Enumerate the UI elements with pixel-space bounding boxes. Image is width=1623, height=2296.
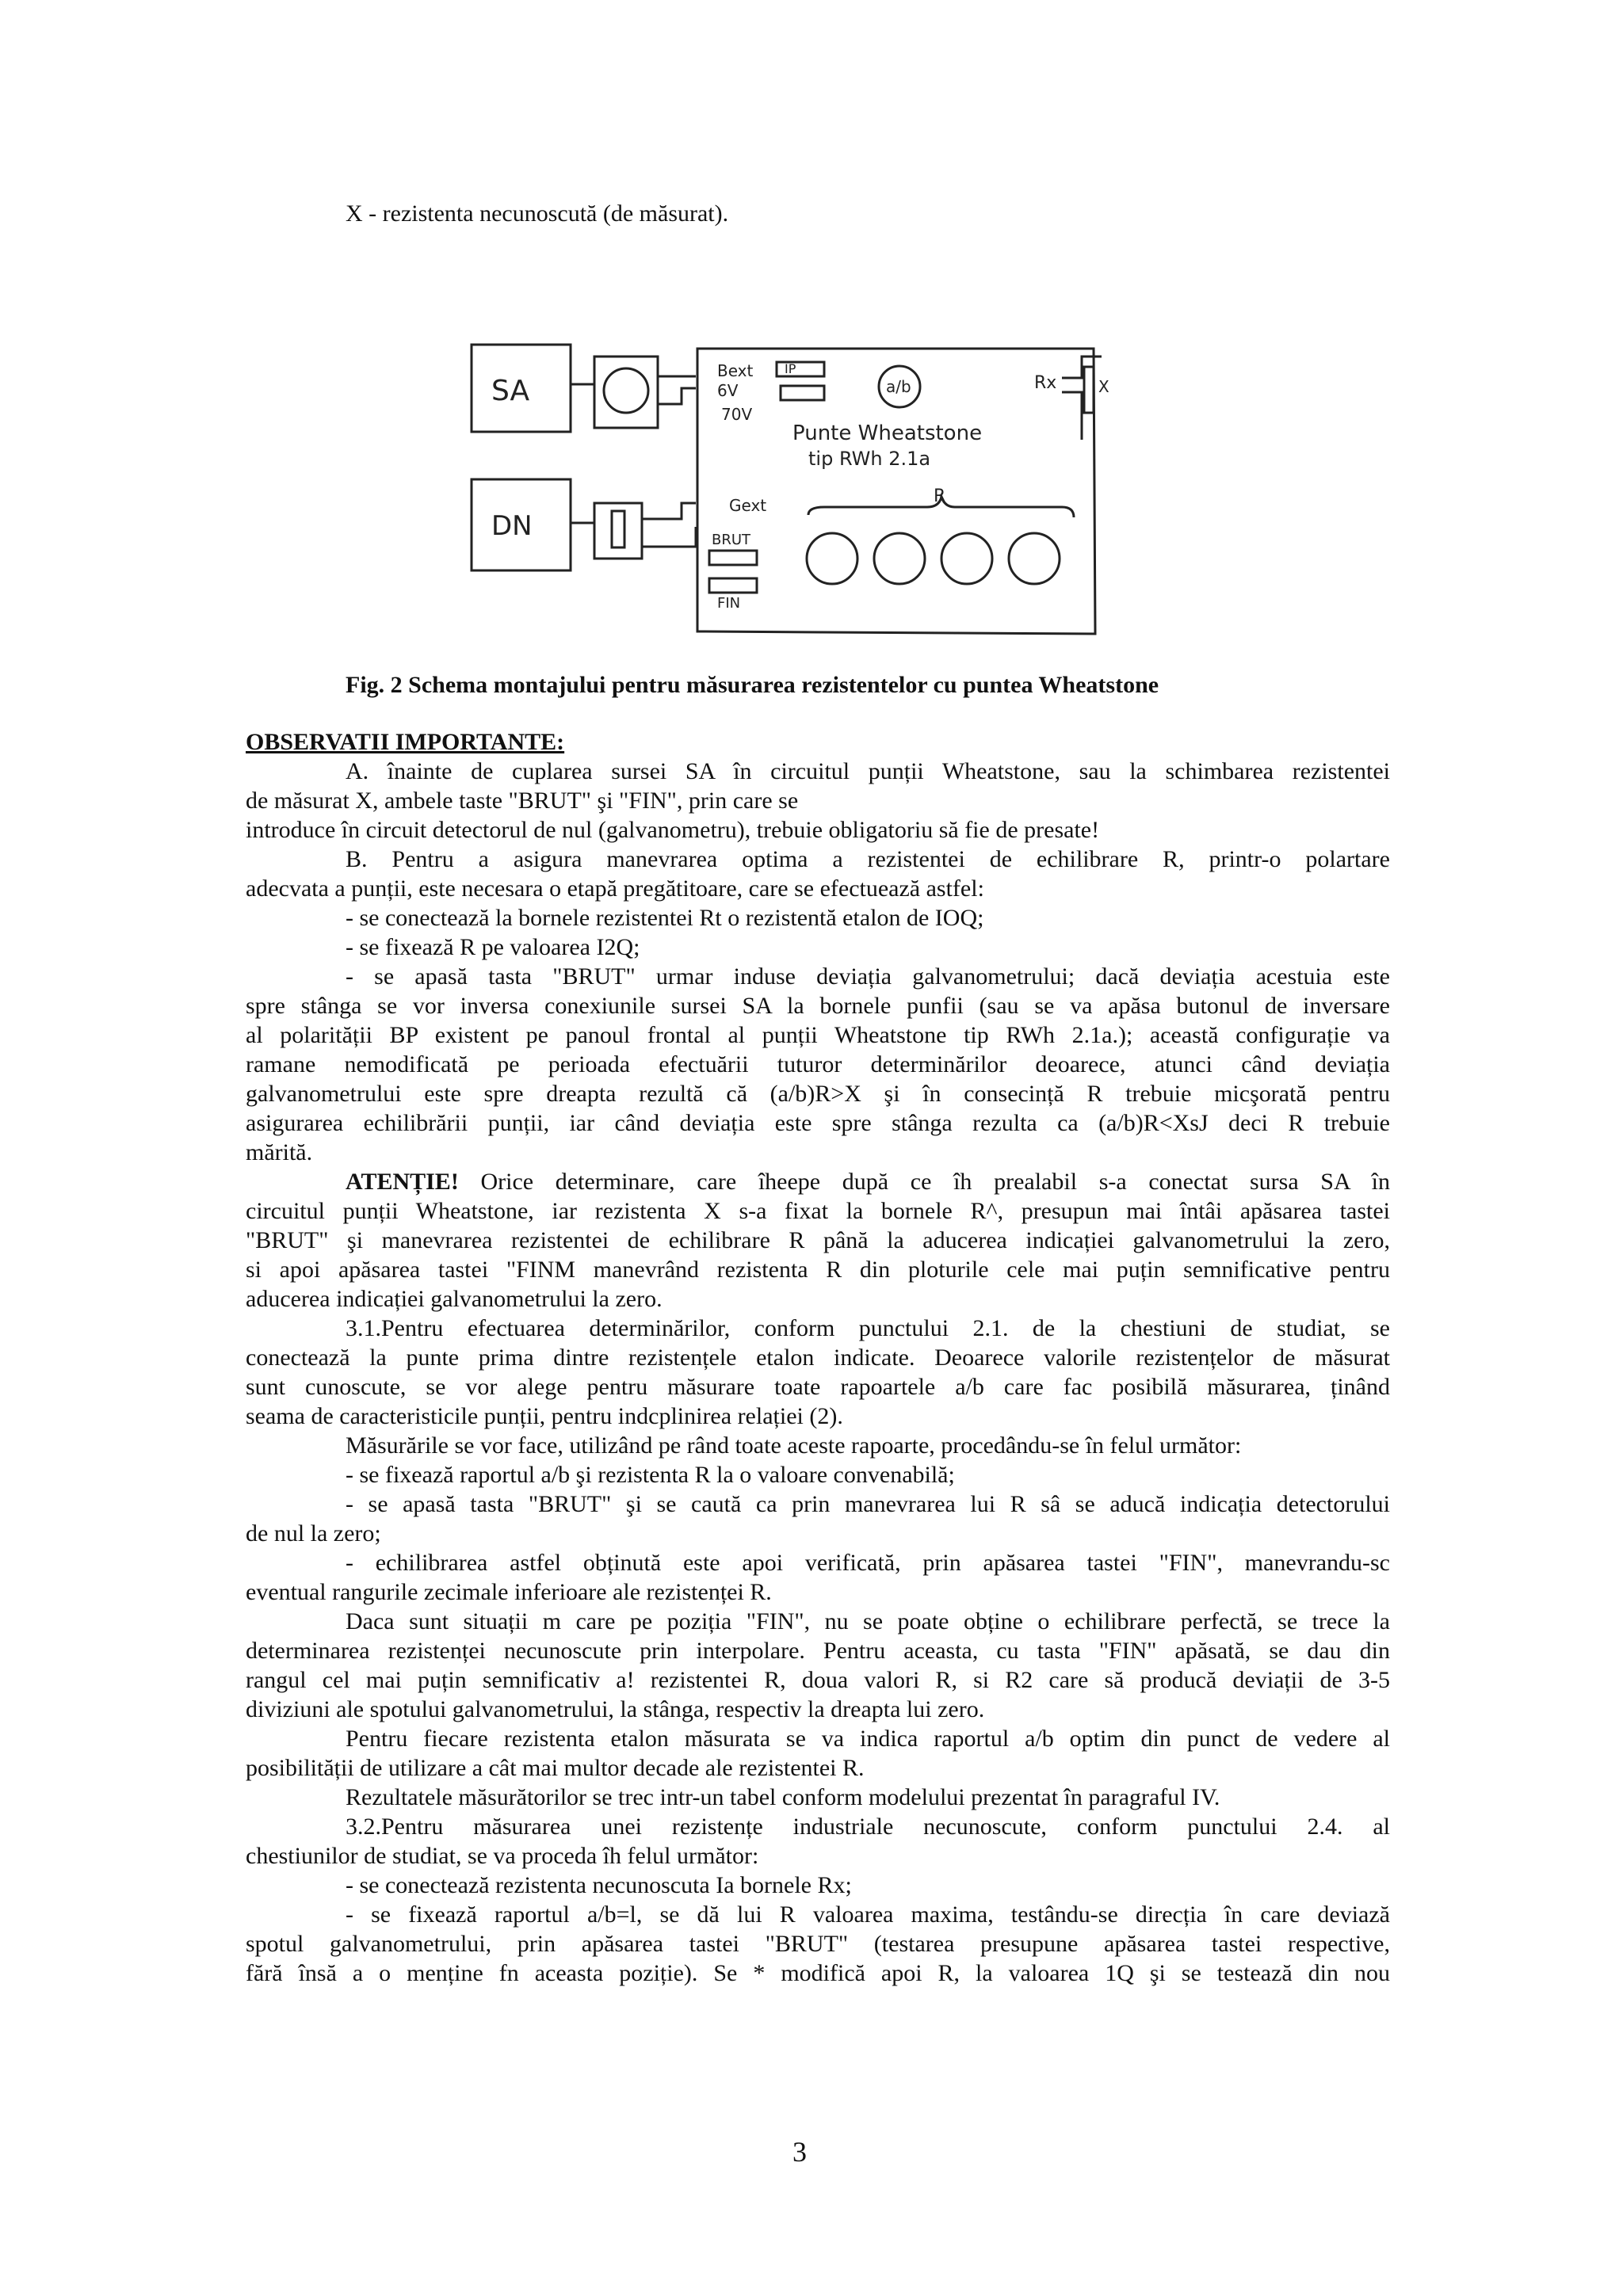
- label-title2: tip RWh 2.1a: [808, 448, 931, 470]
- body-line: posibilității de utilizare a cât mai multor decade ale rezistentei R.: [246, 1755, 865, 1781]
- body-line: adecvata a punții, este necesara o etapă pregătitoare, care se efectuează astfel:: [246, 875, 984, 902]
- body-line: - se fixează R pe valoarea I2Q;: [346, 934, 640, 960]
- fin-key: [709, 578, 757, 593]
- body-line: Pentru fiecare rezistenta etalon măsurata se va indica raportul a/b optim din punct de vedere al: [346, 1726, 1390, 1752]
- body-line: ramane nemodificată pe perioada efectuării tuturor determinărilor deoarece, atunci când deviația: [246, 1051, 1390, 1077]
- body-line: asigurarea echilibrării punții, iar când deviația este spre stânga rezulta ca (a/b)R<XsJ deci R trebuie: [246, 1110, 1390, 1136]
- body-line: A. înainte de cuplarea sursei SA în circuitul punții Wheatstone, sau la schimbarea rezistentei: [346, 758, 1390, 784]
- brut-key: [709, 551, 757, 565]
- atentie-paragraph-line: [346, 1170, 1390, 1194]
- body-line: eventual rangurile zecimale inferioare ale rezistenței R.: [246, 1579, 772, 1605]
- label-r: R: [934, 486, 946, 506]
- decade-knob-4: [1009, 533, 1060, 584]
- label-sa: SA: [491, 375, 530, 407]
- body-line: de măsurat X, ambele taste "BRUT" şi "FIN", prin care se: [246, 788, 799, 814]
- wheatstone-schematic: [444, 313, 1109, 662]
- label-dn: DN: [491, 510, 533, 542]
- section-heading: OBSERVATII IMPORTANTE:: [246, 729, 565, 755]
- label-bext: Bext: [717, 361, 754, 380]
- label-fin: FIN: [717, 595, 741, 612]
- figure-caption: Fig. 2 Schema montajului pentru măsurarea rezistentelor cu puntea Wheatstone: [346, 672, 1159, 698]
- body-line: conectează la punte prima dintre rezistențele etalon indicate. Deoarece valorile rezistențelor de măsurat: [246, 1344, 1390, 1371]
- body-line: al polarității BP existent pe panoul frontal al punții Wheatstone tip RWh 2.1a.); această configurație va: [246, 1022, 1390, 1048]
- body-line: aducerea indicației galvanometrului la zero.: [246, 1286, 663, 1312]
- body-line: - se apasă tasta "BRUT" şi se caută ca prin manevrarea lui R sâ se aducă indicația detectorului: [346, 1491, 1390, 1517]
- body-line: galvanometrului este spre dreapta rezultă că (a/b)R>X şi în consecință R trebuie micşorată pentru: [246, 1081, 1390, 1107]
- body-line: rangul cel mai puțin semnificativ a! rezistentei R, doua valori R, si R2 care să producă deviații de 3-5: [246, 1667, 1390, 1693]
- label-brut: BRUT: [712, 532, 751, 548]
- body-line: spre stânga se vor inversa conexiunile sursei SA la bornele punfii (sau se va apăsa butonul de inversare: [246, 993, 1390, 1019]
- body-line: seama de caracteristicile punții, pentru indcplinirea relației (2).: [246, 1403, 843, 1429]
- body-line: determinarea rezistenței necunoscute prin interpolare. Pentru aceasta, cu tasta "FIN" apăsată, se dau din: [246, 1638, 1390, 1664]
- body-line: introduce în circuit detectorul de nul (galvanometru), trebuie obligatoriu să fie de presate!: [246, 817, 1100, 843]
- body-line: - se conectează la bornele rezistentei Rt o rezistentă etalon de IOQ;: [346, 905, 984, 931]
- body-line: de nul la zero;: [246, 1520, 381, 1547]
- atentie-label: ATENȚIE!: [346, 1169, 459, 1195]
- body-line: Orice determinare, care îheepe după ce îh prealabil s-a conectat sursa SA în: [480, 1169, 1391, 1195]
- body-line: mărită.: [246, 1139, 313, 1165]
- body-line: circuitul punții Wheatstone, iar rezistenta X s-a fixat la bornele R^, presupun mai întâi apăsarea tastei: [246, 1198, 1390, 1224]
- body-line: - echilibrarea astfel obținută este apoi verificată, prin apăsarea tastei "FIN", manevrandu-sc: [346, 1550, 1390, 1576]
- body-line: B. Pentru a asigura manevrarea optima a rezistentei de echilibrare R, printr-o polartare: [346, 846, 1390, 872]
- decade-knob-2: [874, 533, 925, 584]
- body-line: Măsurările se vor face, utilizând pe rând toate aceste rapoarte, procedându-se în felul următor:: [346, 1432, 1242, 1459]
- label-ratio: a/b: [886, 377, 911, 396]
- meter-circle: [604, 368, 648, 413]
- body-line: si apoi apăsarea tastei "FINM manevrând rezistenta R din ploturile cele mai puțin semnificative pentru: [246, 1257, 1390, 1283]
- body-line: - se fixează raportul a/b=l, se dă lui R valoarea maxima, testându-se direcția în care deviază: [346, 1901, 1390, 1928]
- body-line: diviziuni ale spotului galvanometrului, la stânga, respectiv la dreapta lui zero.: [246, 1696, 985, 1722]
- label-x: X: [1098, 377, 1109, 396]
- body-line: 3.1.Pentru efectuarea determinărilor, conform punctului 2.1. de la chestiuni de studiat, se: [346, 1315, 1390, 1341]
- page-number: 3: [792, 2136, 807, 2168]
- body-line: fără însă a o menține fn aceasta poziție). Se * modifică apoi R, la valoarea 1Q şi se testează din nou: [246, 1960, 1390, 1986]
- label-ip: IP: [785, 361, 796, 376]
- decade-knob-3: [941, 533, 992, 584]
- body-line: 3.2.Pentru măsurarea unei rezistențe industriale necunoscute, conform punctului 2.4. al: [346, 1814, 1390, 1840]
- label-70v: 70V: [721, 405, 753, 424]
- body-line: "BRUT" şi manevrarea rezistentei de echilibrare R până la aducerea indicației galvanometrului la zero,: [246, 1227, 1390, 1253]
- label-title1: Punte Wheatstone: [792, 421, 983, 445]
- intro-line: X - rezistenta necunoscută (de măsurat).: [346, 200, 729, 227]
- body-line: spotul galvanometrului, prin apăsarea tastei "BRUT" (testarea presupune apăsarea tastei respective,: [246, 1931, 1390, 1957]
- label-gext: Gext: [729, 496, 767, 515]
- body-line: - se conectează rezistenta necunoscuta Ia bornele Rx;: [346, 1872, 852, 1898]
- body-line: - se fixează raportul a/b şi rezistenta R la o valoare convenabilă;: [346, 1462, 955, 1488]
- body-line: Daca sunt situații m care pe poziția "FIN", nu se poate obține o echilibrare perfectă, se trece la: [346, 1608, 1390, 1634]
- body-line: chestiunilor de studiat, se va proceda îh felul următor:: [246, 1843, 759, 1869]
- label-rx: Rx: [1034, 373, 1057, 393]
- decade-knob-1: [807, 533, 857, 584]
- body-line: - se apasă tasta "BRUT" urmar induse deviația galvanometrului; dacă deviația acestuia este: [346, 963, 1390, 990]
- label-6v: 6V: [717, 381, 739, 400]
- resistor-x: [1084, 367, 1094, 413]
- body-line: Rezultatele măsurătorilor se trec intr-un tabel conform modelului prezentat în paragraful IV.: [346, 1784, 1220, 1810]
- body-line: sunt cunoscute, se vor alege pentru măsurare toate rapoartele a/b care fac posibilă măsurarea, ținând: [246, 1374, 1390, 1400]
